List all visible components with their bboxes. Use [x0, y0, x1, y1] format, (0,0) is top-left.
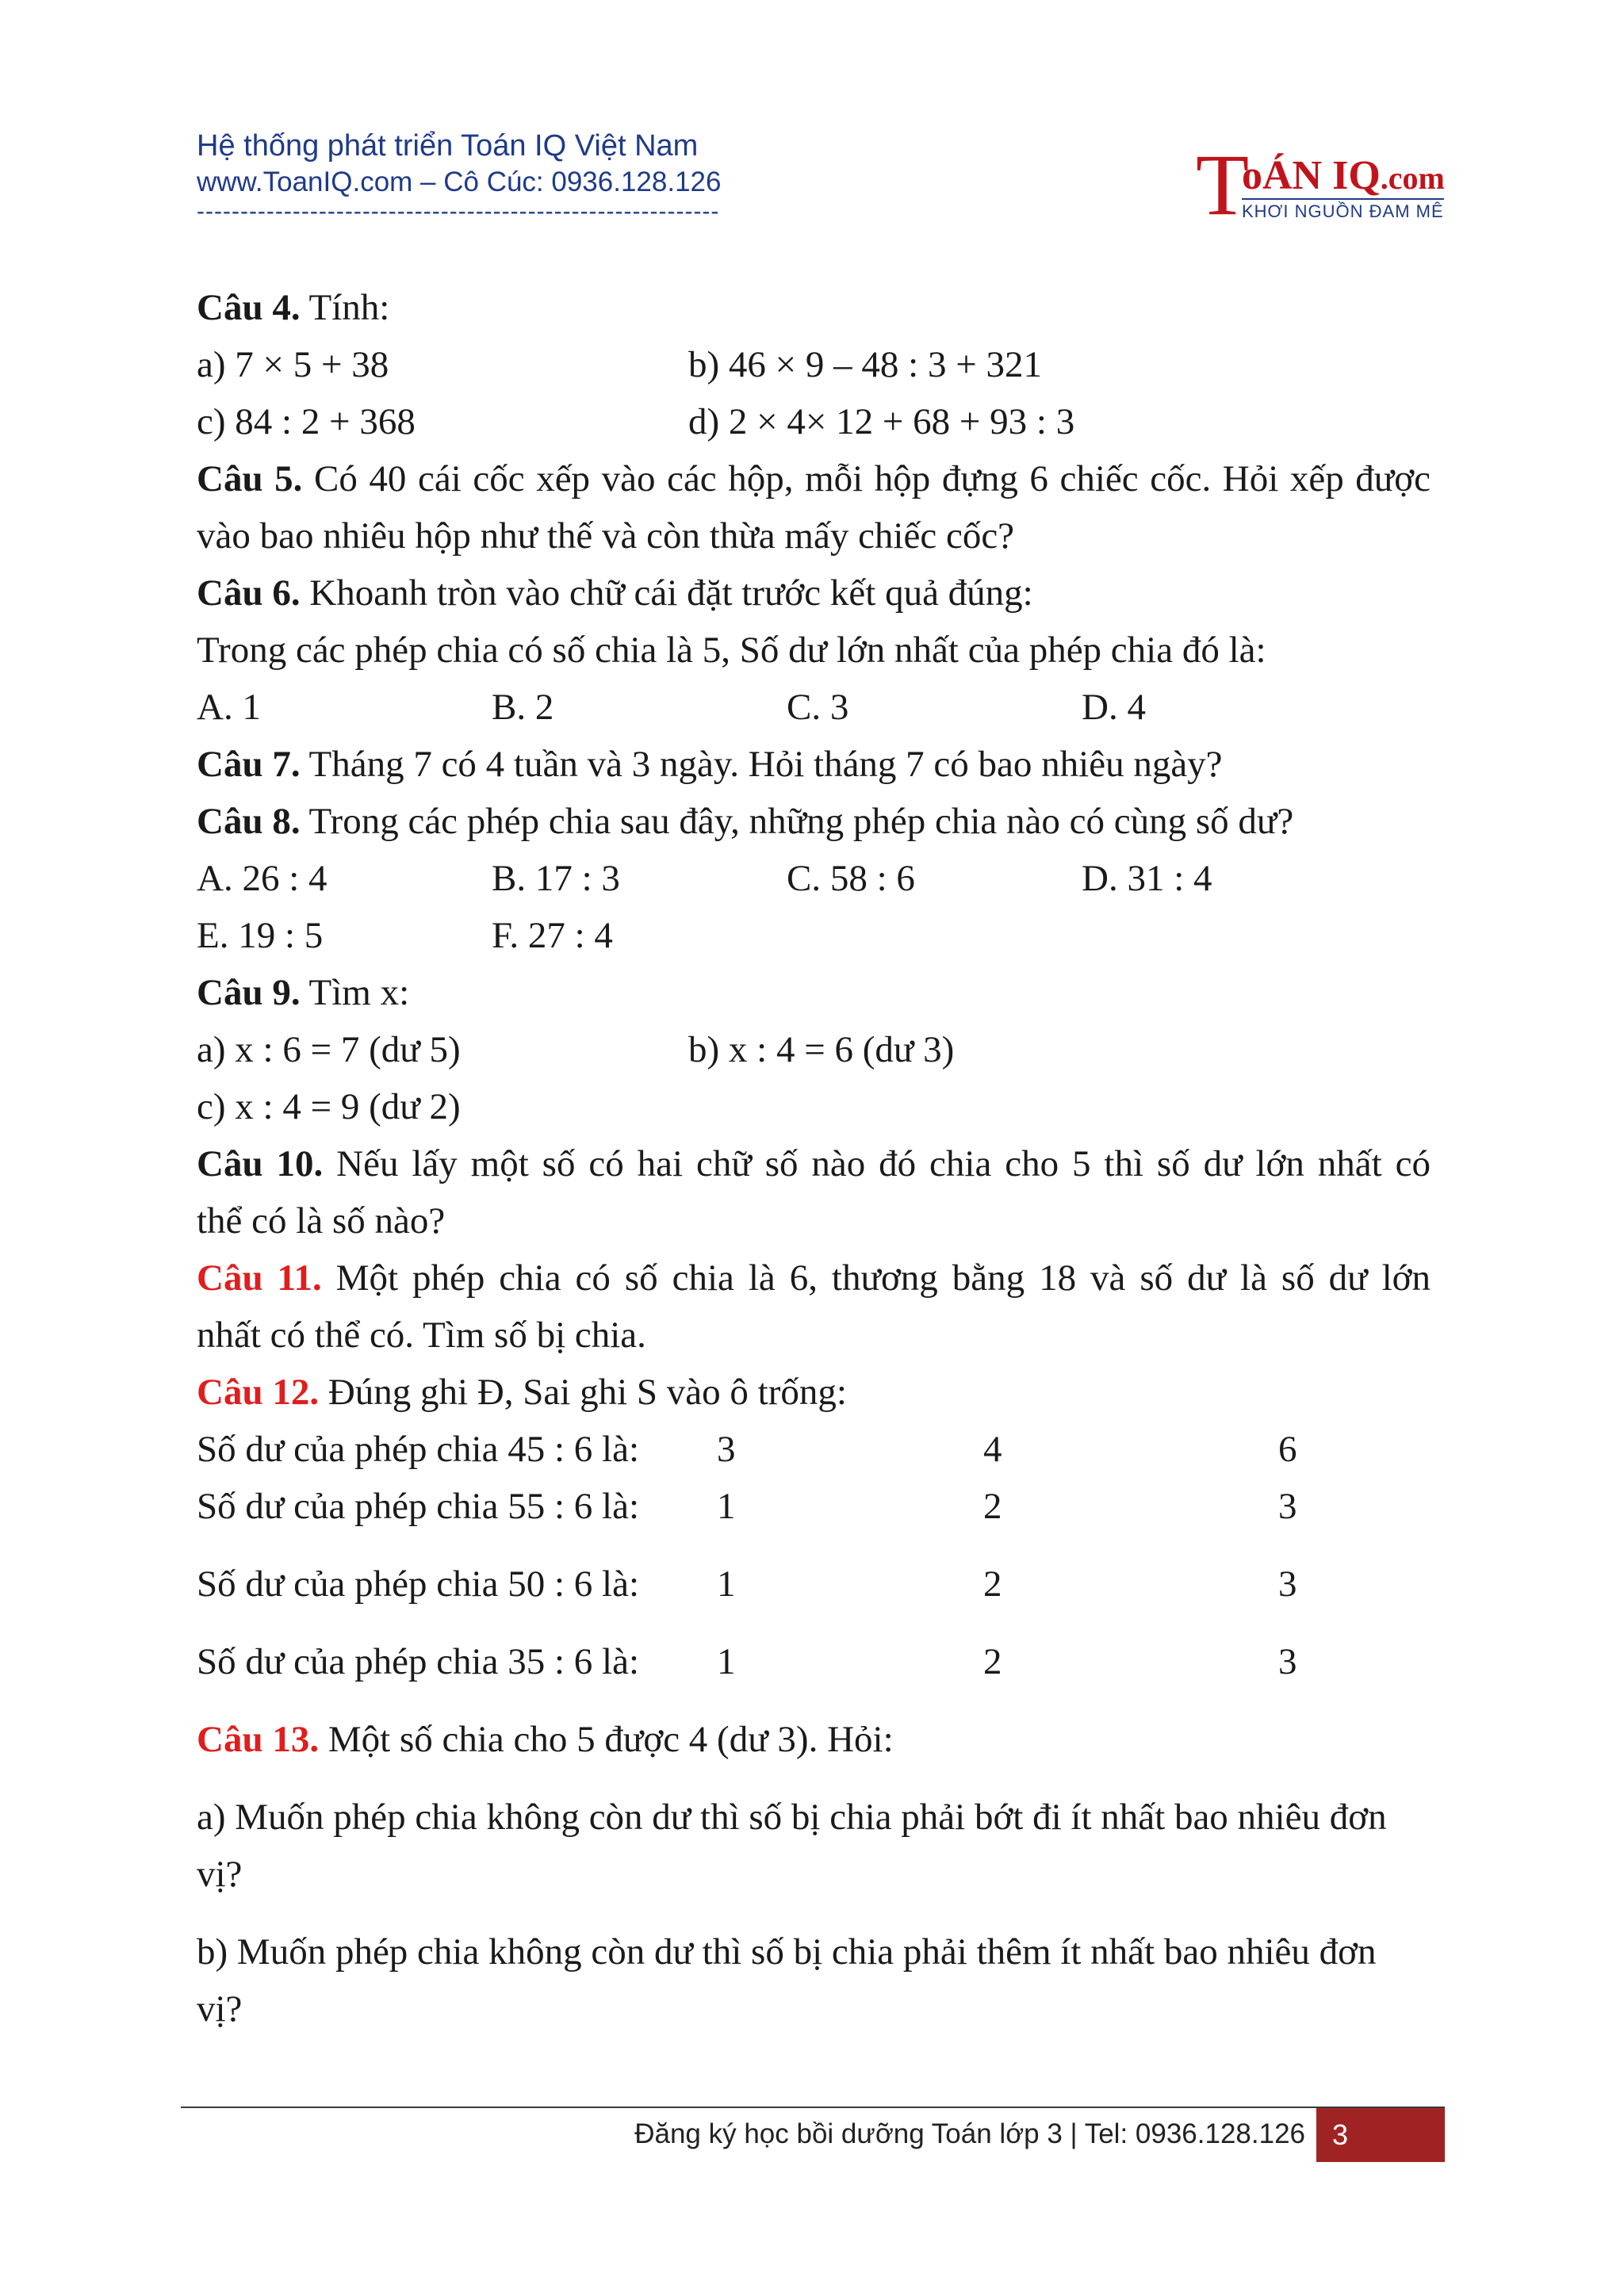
q8-option-f: F. 27 : 4 — [492, 915, 613, 956]
q12-row-label: Số dư của phép chia 50 : 6 là: — [197, 1563, 640, 1605]
footer-rule — [181, 2107, 1445, 2108]
q9-text: Tìm x: — [300, 972, 410, 1013]
q12-row-2 — [197, 1478, 1431, 1556]
q4-d: d) 2 × 4× 12 + 68 + 93 : 3 — [688, 401, 1075, 442]
q8-options-row-2 — [197, 907, 1431, 964]
q10-label: Câu 10. — [197, 1143, 324, 1184]
q6-prompt: Trong các phép chia có số chia là 5, Số dư lớn nhất của phép chia đó là: — [197, 629, 1266, 671]
q4-row-1 — [197, 336, 1431, 393]
logo-initial: T — [1196, 136, 1250, 233]
q12-text: Đúng ghi Đ, Sai ghi S vào ô trống: — [319, 1372, 847, 1413]
q4-label: Câu 4. — [197, 287, 301, 328]
q9-heading — [197, 964, 1431, 1021]
q13-label: Câu 13. — [197, 1719, 320, 1760]
header-org: Hệ thống phát triển Toán IQ Việt Nam — [197, 129, 699, 163]
q12-row-label: Số dư của phép chia 35 : 6 là: — [197, 1641, 640, 1682]
footer-text: Đăng ký học bồi dưỡng Toán lớp 3 | Tel: 0936.128.126 — [634, 2118, 1305, 2149]
q8-heading — [197, 793, 1431, 850]
q12-value-1: 3 — [717, 1429, 736, 1470]
q10-line-2: thể có là số nào? — [197, 1200, 446, 1242]
q12-row-3 — [197, 1556, 1431, 1633]
q12-value-1: 1 — [717, 1563, 736, 1605]
q6-heading — [197, 564, 1431, 622]
header-contact: www.ToanIQ.com – Cô Cúc: 0936.128.126 — [197, 166, 722, 197]
q12-value-1: 1 — [717, 1641, 736, 1682]
q8-option-c: C. 58 : 6 — [787, 858, 915, 899]
q8-label: Câu 8. — [197, 801, 301, 842]
q11-label: Câu 11. — [197, 1257, 322, 1299]
q4-c: c) 84 : 2 + 368 — [197, 401, 416, 442]
logo-name: oÁN IQ — [1242, 153, 1381, 198]
q7-text: Tháng 7 có 4 tuần và 3 ngày. Hỏi tháng 7 có bao nhiêu ngày? — [300, 744, 1223, 785]
q13-a-line-1: a) Muốn phép chia không còn dư thì số bị chia phải bớt đi ít nhất bao nhiêu đơn — [197, 1797, 1387, 1838]
q4-b: b) 46 × 9 – 48 : 3 + 321 — [688, 344, 1042, 385]
q5-text-1: Có 40 cái cốc xếp vào các hộp, mỗi hộp đựng 6 chiếc cốc. Hỏi xếp được — [302, 458, 1431, 499]
q8-option-d: D. 31 : 4 — [1082, 858, 1212, 899]
q8-option-a: A. 26 : 4 — [197, 858, 327, 899]
q6-options — [197, 679, 1431, 736]
q12-row-1 — [197, 1421, 1431, 1478]
worksheet-body — [197, 279, 1431, 2038]
q10-text-1: Nếu lấy một số có hai chữ số nào đó chia cho 5 thì số dư lớn nhất có — [323, 1143, 1431, 1184]
q5-line-1 — [197, 450, 1431, 507]
q13-a-line-2: vị? — [197, 1854, 243, 1895]
q6-option-a: A. 1 — [197, 687, 261, 728]
q12-value-3: 3 — [1278, 1641, 1297, 1682]
page-number: 3 — [1332, 2118, 1349, 2151]
q12-heading — [197, 1364, 1431, 1421]
page-header — [197, 127, 721, 224]
q6-label: Câu 6. — [197, 572, 301, 614]
q11-line-2: nhất có thể có. Tìm số bị chia. — [197, 1314, 646, 1356]
q12-value-1: 1 — [717, 1486, 736, 1527]
q8-text: Trong các phép chia sau đây, những phép chia nào có cùng số dư? — [300, 801, 1294, 842]
page-number-box — [1316, 2108, 1445, 2162]
q8-option-e: E. 19 : 5 — [197, 915, 324, 956]
q12-value-3: 6 — [1278, 1429, 1297, 1470]
q12-row-label: Số dư của phép chia 45 : 6 là: — [197, 1429, 640, 1470]
q4-heading — [197, 279, 1431, 336]
q12-value-2: 4 — [983, 1429, 1002, 1470]
header-rule: ------------------------------------------------------------ — [197, 200, 720, 224]
q13-b-line-1: b) Muốn phép chia không còn dư thì số bị chia phải thêm ít nhất bao nhiêu đơn — [197, 1931, 1377, 1973]
logo-wordmark — [1242, 152, 1445, 202]
q12-row-4 — [197, 1633, 1431, 1711]
q11-text-1: Một phép chia có số chia là 6, thương bằng 18 và số dư là số dư lớn — [321, 1257, 1431, 1299]
q10-line-1 — [197, 1135, 1431, 1192]
q13-text: Một số chia cho 5 được 4 (dư 3). Hỏi: — [319, 1719, 894, 1760]
logo — [1196, 136, 1445, 233]
q12-row-label: Số dư của phép chia 55 : 6 là: — [197, 1486, 640, 1527]
q8-option-b: B. 17 : 3 — [492, 858, 620, 899]
logo-slogan: KHƠI NGUỒN ĐAM MÊ — [1242, 198, 1444, 222]
q8-options-row-1 — [197, 850, 1431, 907]
q13-heading — [197, 1711, 1431, 1789]
q9-a: a) x : 6 = 7 (dư 5) — [197, 1029, 461, 1070]
q7-heading — [197, 736, 1431, 793]
q9-label: Câu 9. — [197, 972, 301, 1013]
q6-option-d: D. 4 — [1082, 687, 1146, 728]
q13-b-line-2: vị? — [197, 1988, 243, 2030]
q6-text: Khoanh tròn vào chữ cái đặt trước kết quả đúng: — [300, 572, 1033, 614]
q7-label: Câu 7. — [197, 744, 301, 785]
q4-a: a) 7 × 5 + 38 — [197, 344, 389, 385]
q5-line-2: vào bao nhiêu hộp như thế và còn thừa mấy chiếc cốc? — [197, 515, 1015, 557]
q6-option-b: B. 2 — [492, 687, 554, 728]
q12-label: Câu 12. — [197, 1372, 320, 1413]
q9-row-1 — [197, 1021, 1431, 1078]
logo-domain: .com — [1380, 160, 1445, 196]
q5-label: Câu 5. — [197, 458, 303, 499]
q12-value-2: 2 — [983, 1486, 1002, 1527]
q12-value-2: 2 — [983, 1641, 1002, 1682]
q9-c: c) x : 4 = 9 (dư 2) — [197, 1086, 461, 1127]
q12-value-3: 3 — [1278, 1563, 1297, 1605]
q11-line-1 — [197, 1249, 1431, 1307]
q12-value-2: 2 — [983, 1563, 1002, 1605]
q4-text: Tính: — [300, 287, 390, 328]
q12-value-3: 3 — [1278, 1486, 1297, 1527]
q6-option-c: C. 3 — [787, 687, 849, 728]
q9-b: b) x : 4 = 6 (dư 3) — [688, 1029, 955, 1070]
q4-row-2 — [197, 393, 1431, 450]
